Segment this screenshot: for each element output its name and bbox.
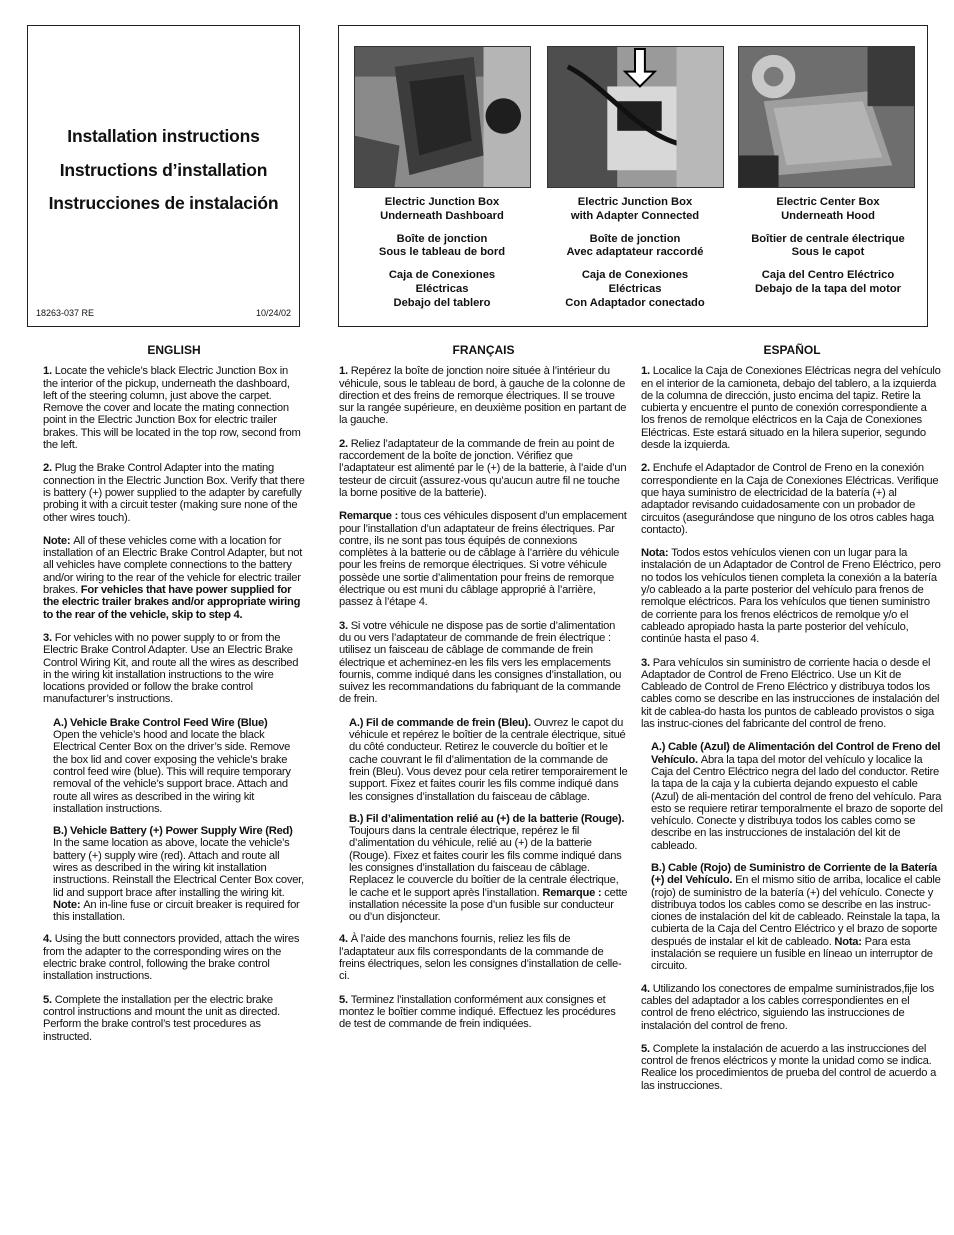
text-run: Using the butt connectors provided, attach the wires from the adapter to the corresponding wires on the electric brake control, following the brake control installation instructions. <box>43 933 300 983</box>
bold-run: 4. <box>43 933 55 946</box>
text-run: Plug the Brake Control Adapter into the mating connection in the Electric Junction Box. Verify that there is battery (+) power supplied to the adapter by carefully probing it with a circuit tester (making sure none of the other wires touch). <box>43 462 305 524</box>
french-instructions <box>339 365 628 1030</box>
instruction-step <box>339 510 628 608</box>
instruction-substep <box>339 717 628 803</box>
text-run: Complete la instalación de acuerdo a las instrucciones del control de frenos eléctricos y monte la unidad como se indica. Realice los procedimientos de prueba del control de acuerdo a las instrucciones. <box>641 1042 937 1092</box>
bold-run: For vehicles that have power supplied for the electric trailer brakes and/or appropriate wiring to the rear of the vehicle, skip to step 4. <box>43 584 301 621</box>
instruction-step <box>339 365 628 426</box>
bold-run: 1. <box>43 365 55 378</box>
instruction-step <box>339 438 628 499</box>
text-run: Abra la tapa del motor del vehículo y localice la Caja del Centro Eléctrico negra del lado del conductor. Retire la tapa de la caja y la cubierta dejando expuesto el cable (Azul) de ali-mentación del control de freno del vehículo. Para esto se requiere retirar temporalmente el brazo de soporte del vehículo. Conecte y distribuya todos los cables como se describe en las instrucciones de instalación del kit de cableado. <box>651 753 943 852</box>
bold-run: 4. <box>339 933 351 946</box>
instruction-step <box>43 365 305 451</box>
title-box <box>27 25 300 327</box>
bold-run: 2. <box>641 462 653 475</box>
document-titles <box>28 126 299 227</box>
bold-run: A.) Vehicle Brake Control Feed Wire (Blue) <box>53 716 268 729</box>
caption-english: Electric Junction Box with Adapter Connected <box>570 196 700 222</box>
bold-run: 5. <box>43 993 55 1006</box>
text-run: For vehicles with no power supply to or from the Electric Brake Control Adapter. Use an Electric Brake Control Wiring Kit, and route all the wires as described in the wiring kit installation instructions to the wire locations provided or follow the brake control manufacturer’s instructions. <box>43 631 299 706</box>
text-run: Localice la Caja de Conexiones Eléctricas negra del vehículo en el interior de la camioneta, debajo del tablero, a la izquierda de la columna de dirección, justo encima del tapiz. Retire la cubierta y encuentre el punto de conexión correspondiente a los frenos de remolque eléctricos en la Caja de Conexiones Eléctricas. Este estará situado en la hilera superior, segundo desde la izquierda. <box>641 365 941 452</box>
text-run: tous ces véhicules disposent d’un emplacement pour l’installation d’un adaptateur de freins électriques. Par contre, ils ne sont pas tous équipés de connexions complètes à la batterie ou de câblage à l’arrière du véhicule pour les freins de remorque électriques. Si votre véhicule possède une sortie d’alimentation pour freins de remorque électrique ou est muni du câblage approprié à l’arrière, passez à l’étape 4. <box>339 510 627 609</box>
text-run: In the same location as above, locate the vehicle’s battery (+) supply wire (red). Attach and route all wires as described in the wiring kit installation instructions. Reinstall the Electrical Center Box cover, lid and support brace after installing the wiring kit. <box>53 837 304 899</box>
instruction-step <box>43 632 305 706</box>
instruction-step <box>641 462 943 536</box>
bold-run: 3. <box>339 619 351 632</box>
bold-run: Nota: <box>834 935 865 948</box>
text-run: Terminez l’installation conformément aux consignes et montez le boîtier comme indiqué. Effectuez les procédures de test de commande de frein indiquées. <box>339 993 616 1031</box>
text-run: Para esta instalación se requiere un fusible en líneao un interruptor de circuito. <box>651 935 933 973</box>
bold-run: B.) Fil d’alimentation relié au (+) de la batterie (Rouge). <box>349 812 625 825</box>
bold-run: 4. <box>641 982 653 995</box>
instruction-step <box>43 535 305 621</box>
document-date: 10/24/02 <box>255 308 291 318</box>
text-run: Ouvrez le capot du véhicule et repérez le boîtier de la centrale électrique, situé du côté conducteur. Retirez le couvercle du boîtier et le cache couvrant le fil d’alimentation de la commande de frein (Bleu). Vous devez pour cela retirer temporairement le support. Fixez et faites courir les fils comme indiqué dans les consignes d’installation du faisceau de câblage. <box>349 716 628 803</box>
text-run: Locate the vehicle’s black Electric Junction Box in the interior of the pickup, underneath the dashboard, left of the steering column, just above the carpet. Remove the cover and locate the mating connection point in the Electric Junction Box for electric trailer brakes. This will be located in the top row, second from the left. <box>43 365 301 452</box>
instruction-step <box>339 933 628 982</box>
spanish-instructions <box>641 365 943 1092</box>
caption-spanish: Caja de Conexiones Eléctricas Con Adaptador conectado <box>565 269 705 309</box>
caption-english: Electric Center Box Underneath Hood <box>776 196 880 222</box>
bold-run: Note: <box>43 534 74 547</box>
column-heading: FRANÇAIS <box>452 343 515 357</box>
photo-panel <box>338 25 928 327</box>
text-run: À l’aide des manchons fournis, reliez les fils de l’adaptateur aux fils correspondants de la commande de freins électriques, selon les consignes d’installation de celle-ci. <box>339 933 622 983</box>
instruction-step <box>339 620 628 706</box>
caption-spanish: Caja del Centro Eléctrico Debajo de la tapa del motor <box>754 269 902 295</box>
caption-english: Electric Junction Box Underneath Dashboard <box>380 196 504 222</box>
bold-run: 1. <box>641 365 653 378</box>
bold-run: 3. <box>641 656 653 669</box>
bold-run: 3. <box>43 631 55 644</box>
text-run: An in-line fuse or circuit breaker is required for this installation. <box>53 898 300 924</box>
engine-center-box-photo <box>738 46 915 188</box>
text-run: Utilizando los conectores de empalme suministrados,fije los cables del adaptador a los cables correspondientes en el control de freno eléctrico, siguiendo las instrucciones de instalación del control de freno. <box>641 982 934 1032</box>
instruction-step <box>641 983 943 1032</box>
title-french: Instructions d’installation <box>59 159 268 180</box>
instruction-step <box>43 462 305 523</box>
spanish-column <box>641 344 943 1103</box>
english-column <box>43 344 305 1054</box>
bold-run: 5. <box>339 993 351 1006</box>
bold-run: 1. <box>339 365 351 378</box>
adapter-connected-photo <box>547 46 724 188</box>
text-run: Reliez l’adaptateur de la commande de frein au point de raccordement de la boîte de jonction. Vérifiez que l’adaptateur est alimenté par le (+) de la batterie, à l’aide d’un testeur de circuit (assurez-vous qu’aucun autre fil ne touche la borne positive de la batterie). <box>339 437 627 499</box>
instruction-substep <box>641 862 943 973</box>
bold-run: 2. <box>339 437 351 450</box>
english-instructions <box>43 365 305 1043</box>
text-run: All of these vehicles come with a location for installation of an Electric Brake Control Adapter, but not all vehicles have complete connections to the battery and/or wiring to the rear of the vehicle for electric trailer brakes. <box>43 534 303 597</box>
bold-run: 2. <box>43 462 55 475</box>
text-run: Toujours dans la centrale électrique, repérez le fil d’alimentation du véhicule, relié au (+) de la batterie (Rouge). Fixez et faites courir les fils comme indiqué dans les consignes d’installation du faisceau de câblage. Replacez le couvercle du boîtier de la centrale électrique, le cache et le support après l’installation. <box>349 825 622 899</box>
text-run: Para vehículos sin suministro de corriente hacia o desde el Adaptador de Control de Freno Eléctrico. Use un Kit de Cableado de Control de Freno Eléctrico y distribuya todos los cables como se describe en las instrucciones de instalación del kit de cablea-do hasta los puntos de cableado provistos o siga las instruc-ciones del fabricante del control de freno. <box>641 656 940 731</box>
text-run: cette installation nécessite la pose d’un fusible sur conducteur ou d’un disjoncteur. <box>349 886 628 924</box>
bold-run: Remarque : <box>339 510 401 523</box>
instruction-step <box>641 365 943 451</box>
instruction-step <box>641 657 943 731</box>
instruction-step <box>641 547 943 645</box>
instruction-substep <box>339 813 628 924</box>
text-run: En el mismo sitio de arriba, localice el cable (rojo) de suministro de la batería (+) del vehículo. Conecte y distribuya todos los cables como se describe en las instruc-ciones de instalación del kit de cableado. Reinstale la tapa, la cubierta de la Caja del Centro Eléctrico y el brazo de soporte después de instalar el kit de cableado. <box>651 874 941 948</box>
text-run: Enchufe el Adaptador de Control de Freno en la conexión correspondiente en la Caja de Conexiones Eléctricas. Verifique que haya suministro de electricidad de la batería (+) al adaptador revisando cuidadosamente con un probador de circuitos (asegurándose que ninguno de los otros cables haga contacto). <box>641 462 939 536</box>
document-number: 18263-037 RE <box>36 308 95 318</box>
photo-caption-2 <box>540 196 730 320</box>
instruction-step <box>43 994 305 1043</box>
bold-run: B.) Cable (Rojo) de Suministro de Corriente de la Batería (+) del Vehículo. <box>651 861 937 887</box>
photo-caption-3 <box>733 196 923 306</box>
text-run: Todos estos vehículos vienen con un lugar para la instalación de un Adaptador de Control de Freno Eléctrico, pero no todos los vehículos tienen completa la conexión a la batería y/o cableado a la parte posterior del vehículo para frenos de remolque eléctricos. Para los vehículos que tienen suministro de corriente para los frenos eléctricos de remolque y/o el cableado apropiado hasta la parte posterior del vehículo, continúe hasta el paso 4. <box>641 547 941 646</box>
bold-run: A.) Fil de commande de frein (Bleu). <box>349 716 534 729</box>
photo-caption-1 <box>347 196 537 320</box>
instruction-substep <box>43 717 305 815</box>
bold-run: 5. <box>641 1042 653 1055</box>
title-spanish: Instrucciones de instalación <box>48 193 279 213</box>
caption-spanish: Caja de Conexiones Eléctricas Debajo del tablero <box>388 269 496 309</box>
text-run: Complete the installation per the electric brake control instructions and mount the unit as directed. Perform the brake control’s test procedures as instructed. <box>43 993 280 1043</box>
instruction-step <box>641 1043 943 1092</box>
bold-run: Note: <box>53 898 84 911</box>
text-run: Si votre véhicule ne dispose pas de sortie d’alimentation du ou vers l’adaptateur de commande de frein électrique : utilisez un faisceau de câblage de commande de frein électrique et acheminez-en les fils vers les emplacements fournis, comme indiqué dans les consignes d’installation, ou suivez les recommandations du fabriquant de la commande de frein. <box>339 619 622 706</box>
french-column <box>339 344 628 1042</box>
dashboard-junction-box-photo <box>354 46 531 188</box>
bold-run: Remarque : <box>542 886 605 899</box>
instruction-substep <box>43 825 305 923</box>
instruction-step <box>43 933 305 982</box>
bold-run: B.) Vehicle Battery (+) Power Supply Wire (Red) <box>53 825 293 838</box>
text-run: Repérez la boîte de jonction noire située à l’intérieur du véhicule, sous le tableau de bord, à gauche de la colonne de direction et des freins de remorque électriques. Il se trouve sur la rangée supérieure, en deuxième position en partant de la gauche. <box>339 365 627 427</box>
bold-run: Nota: <box>641 547 672 560</box>
title-english: Installation instructions <box>67 126 260 146</box>
bold-run: A.) Cable (Azul) de Alimentación del Control de Freno del Vehículo. <box>651 741 941 766</box>
column-heading: ESPAÑOL <box>763 343 821 357</box>
instruction-substep <box>641 741 943 852</box>
caption-french: Boîte de jonction Avec adaptateur raccordé <box>566 232 704 259</box>
column-heading: ENGLISH <box>147 343 201 357</box>
text-run: Open the vehicle’s hood and locate the black Electrical Center Box on the driver’s side. Remove the box lid and cover exposing the vehicle’s brake control feed wire (blue). This will require temporary removal of the vehicle’s support brace. Attach and route all wires as described in the wiring kit installation instructions. <box>53 729 291 815</box>
caption-french: Boîtier de centrale électrique Sous le capot <box>751 232 905 259</box>
instruction-step <box>339 994 628 1031</box>
caption-french: Boîte de jonction Sous le tableau de bord <box>378 232 506 259</box>
